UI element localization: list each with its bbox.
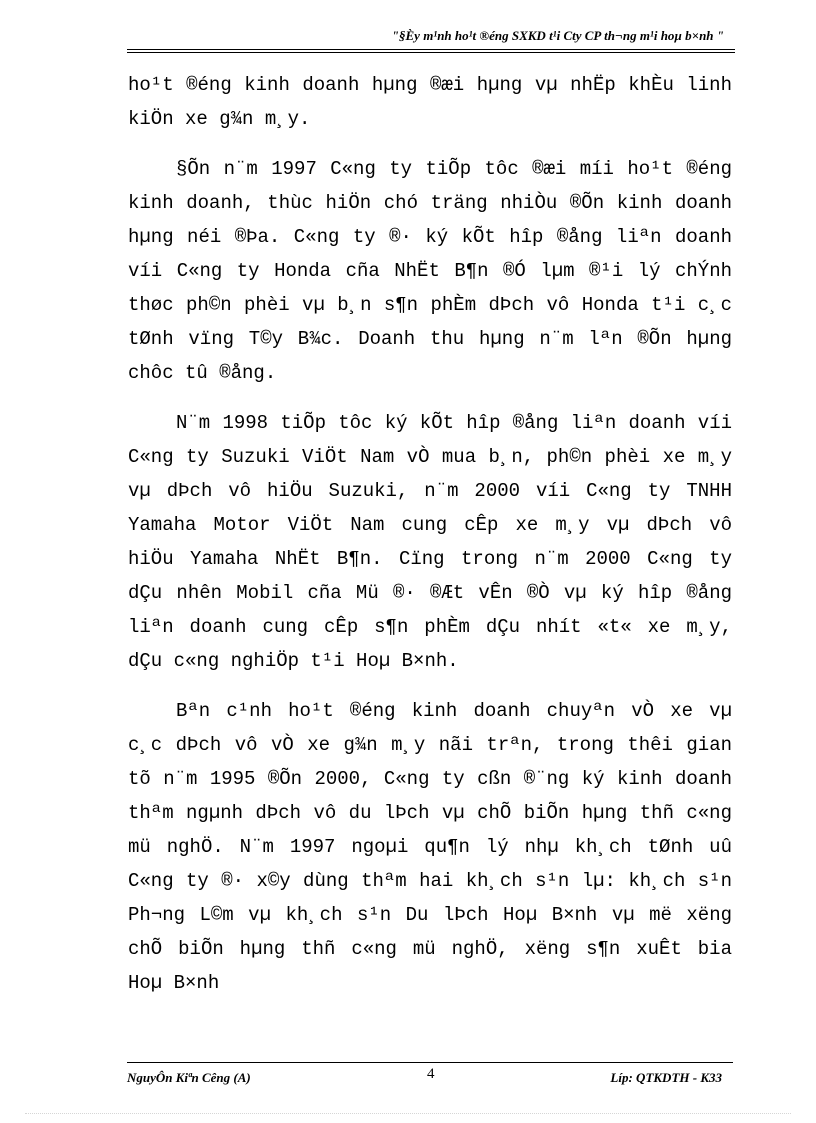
footer-class: Líp: QTKDTH - K33 [610,1070,722,1085]
paragraph-3: N¨m 1998 tiÕp tôc ký kÕt hîp ®ång liªn doanh víi C«ng ty Suzuki ViÖt Nam vÒ mua b¸n, ph©n phèi xe m¸y vµ dÞch vô hiÖu Suzuki, n¨m 2000 víi C«ng ty TNHH Yamaha Motor ViÖt Nam cung cÊp xe m¸y vµ dÞch vô hiÖu Yamaha NhËt B¶n. Cïng trong n¨m 2000 C«ng ty dÇu nhên Mobil cña Mü ®· ®Æt vÊn ®Ò vµ ký hîp ®ång liªn doanh cung cÊp s¶n phÈm dÇu nhít «t« xe m¸y, dÇu c«ng nghiÖp t¹i Hoµ B×nh. [128,412,732,672]
page-number: 4 [427,1066,435,1082]
page-header-title: "§Èy m¹nh ho¹t ®éng SXKD t¹i Cty CP th¬ng m¹i hoµ b×nh " [391,28,724,43]
header-divider [127,49,735,53]
paragraph-2: §Õn n¨m 1997 C«ng ty tiÕp tôc ®æi míi ho¹t ®éng kinh doanh, thùc hiÖn chó träng nhiÒu ®Õn kinh doanh hµng néi ®Þa. C«ng ty ®· ký kÕt hîp ®ång liªn doanh víi C«ng ty Honda cña NhËt B¶n ®Ó lµm ®¹i lý chÝnh thøc ph©n phèi vµ b¸n s¶n phÈm dÞch vô Honda t¹i c¸c tØnh vïng T©y B¾c. Doanh thu hµng n¨m lªn ®Õn hµng chôc tû ®ång. [128,158,732,384]
paragraph-4: Bªn c¹nh ho¹t ®éng kinh doanh chuyªn vÒ xe vµ c¸c dÞch vô vÒ xe g¾n m¸y nãi trªn, trong thêi gian tõ n¨m 1995 ®Õn 2000, C«ng ty cßn ®¨ng ký kinh doanh thªm ngµnh dÞch vô du lÞch vµ chÕ biÕn hµng thñ c«ng mü nghÖ. N¨m 1997 ngoµi qu¶n lý nhµ kh¸ch tØnh uû C«ng ty ®· x©y dùng thªm hai kh¸ch s¹n lµ: kh¸ch s¹n Ph¬ng L©m vµ kh¸ch s¹n Du lÞch Hoµ B×nh vµ më xëng chÕ biÕn hµng thñ c«ng mü nghÖ, xëng s¶n xuÊt bia Hoµ B×nh [128,700,732,994]
document-body [128,68,732,1016]
footer-divider [127,1062,733,1063]
paragraph-1: ho¹t ®éng kinh doanh hµng ®æi hµng vµ nhËp khÈu linh kiÖn xe g¾n m¸y. [128,74,732,130]
footer-author: NguyÔn Kiªn Cêng (A) [127,1070,251,1085]
page-bottom-edge [25,1113,791,1114]
